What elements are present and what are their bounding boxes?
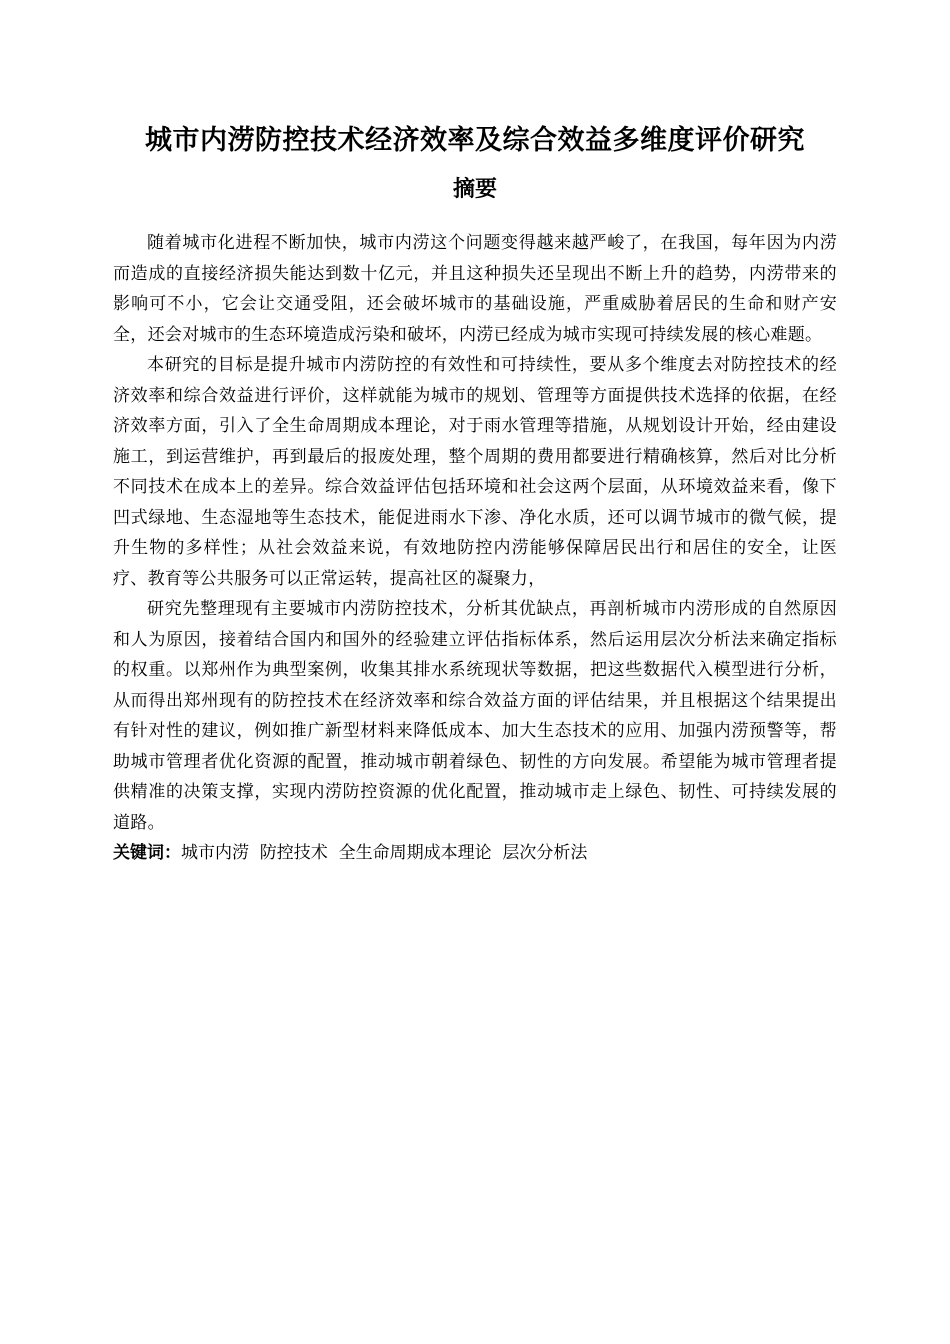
keywords-label: 关键词： — [113, 843, 181, 863]
abstract-paragraph-3: 研究先整理现有主要城市内涝防控技术，分析其优缺点，再剖析城市内涝形成的自然原因和人为原因，接着结合国内和国外的经验建立评估指标体系，然后运用层次分析法来确定指标的权重。以郑州作为典型案例，收集其排水系统现状等数据，把这些数据代入模型进行分析，从而得出郑州现有的防控技术在经济效率和综合效益方面的评估结果，并且根据这个结果提出有针对性的建议，例如推广新型材料来降低成本、加大生态技术的应用、加强内涝预警等，帮助城市管理者优化资源的配置，推动城市朝着绿色、韧性的方向发展。希望能为城市管理者提供精准的决策支撑，实现内涝防控资源的优化配置，推动城市走上绿色、韧性、可持续发展的道路。 — [113, 599, 837, 833]
abstract-paragraph-2: 本研究的目标是提升城市内涝防控的有效性和可持续性，要从多个维度去对防控技术的经济效率和综合效益进行评价，这样就能为城市的规划、管理等方面提供技术选择的依据，在经济效率方面，引入了全生命周期成本理论，对于雨水管理等措施，从规划设计开始，经由建设施工，到运营维护，再到最后的报废处理，整个周期的费用都要进行精确核算，然后对比分析不同技术在成本上的差异。综合效益评估包括环境和社会这两个层面，从环境效益来看，像下凹式绿地、生态湿地等生态技术，能促进雨水下渗、净化水质，还可以调节城市的微气候，提升生物的多样性；从社会效益来说，有效地防控内涝能够保障居民出行和居住的安全，让医疗、教育等公共服务可以正常运转，提高社区的凝聚力， — [113, 355, 837, 589]
document-title: 城市内涝防控技术经济效率及综合效益多维度评价研究 — [145, 125, 805, 156]
abstract-paragraph-1: 随着城市化进程不断加快，城市内涝这个问题变得越来越严峻了，在我国，每年因为内涝而造成的直接经济损失能达到数十亿元，并且这种损失还呈现出不断上升的趋势，内涝带来的影响可不小，它会让交通受阻，还会破坏城市的基础设施，严重威胁着居民的生命和财产安全，还会对城市的生态环境造成污染和破坏，内涝已经成为城市实现可持续发展的核心难题。 — [113, 233, 837, 345]
abstract-body — [113, 228, 837, 869]
abstract-heading: 摘要 — [452, 177, 497, 202]
keywords-line — [113, 838, 837, 869]
keywords-list: 城市内涝 防控技术 全生命周期成本理论 层次分析法 — [181, 843, 588, 863]
